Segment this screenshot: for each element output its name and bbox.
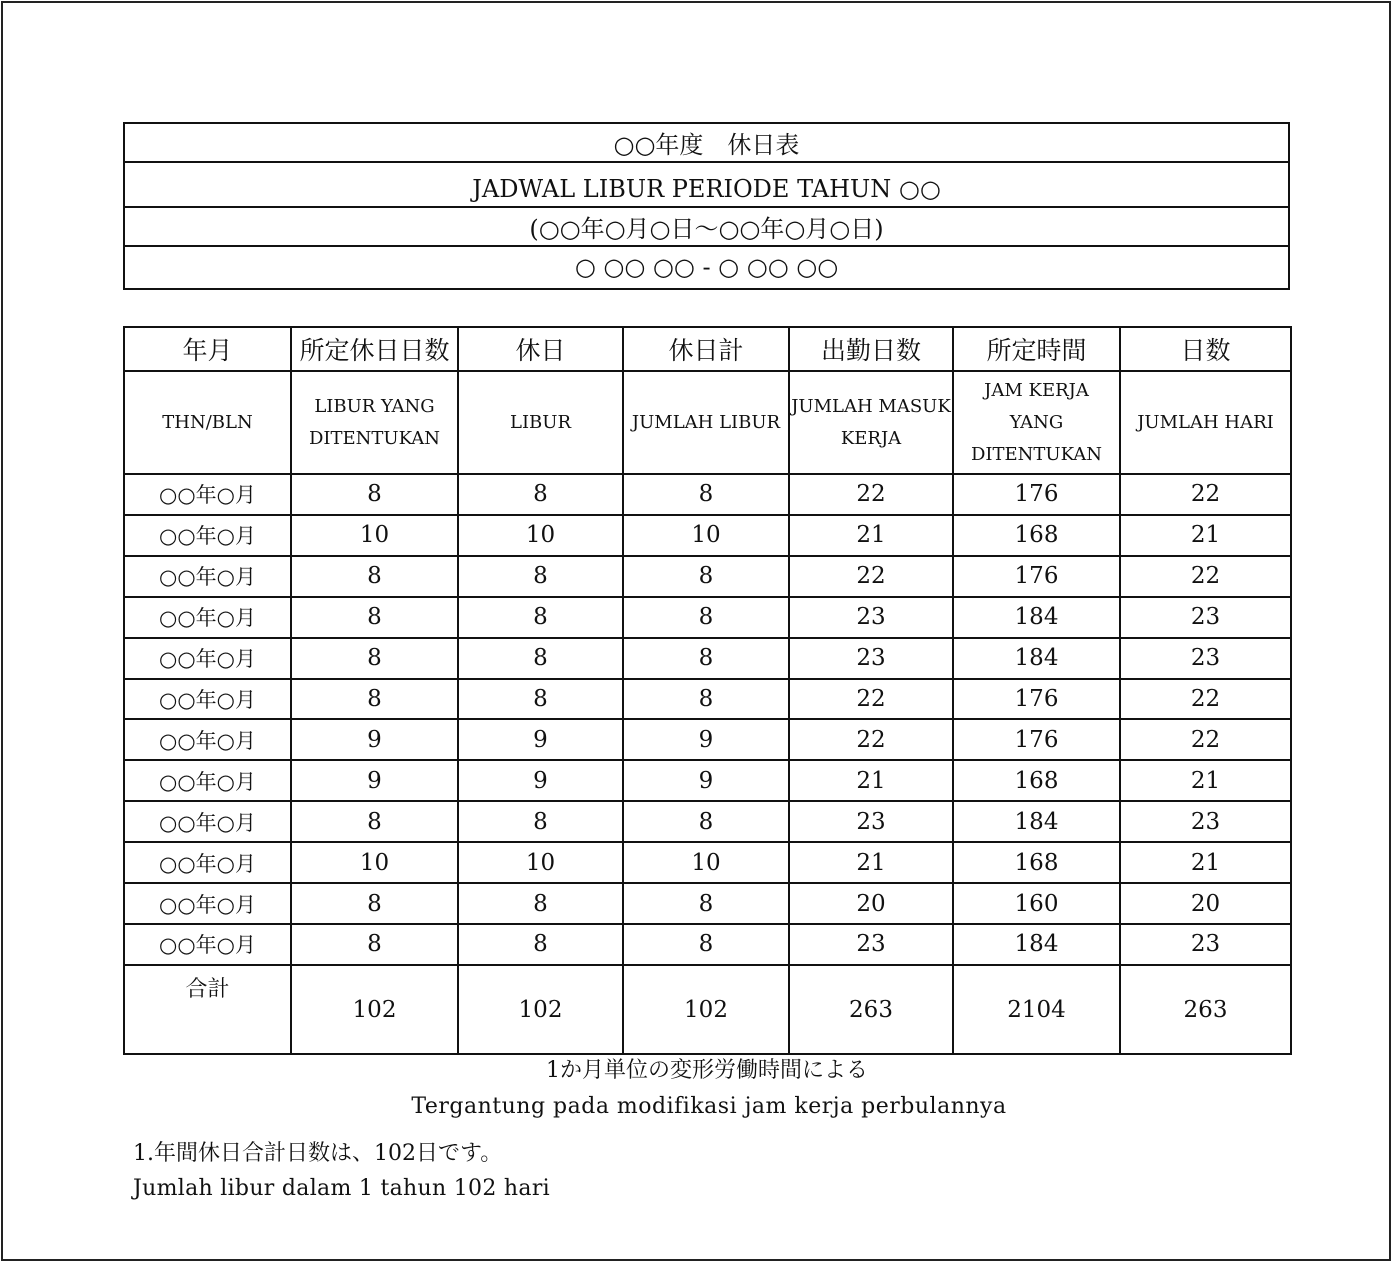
value-cell: 8 [291,924,458,965]
month-cell: ○○年○月 [124,597,291,638]
value-cell: 8 [458,638,623,679]
value-cell: 22 [789,556,953,597]
month-cell: ○○年○月 [124,883,291,924]
value-cell: 8 [623,597,789,638]
value-cell: 9 [623,719,789,760]
column-header-id [789,371,953,474]
header-line: LIBUR [509,411,571,433]
value-cell: 160 [953,883,1120,924]
column-header-jp: 休日 [458,327,623,371]
value-cell: 8 [623,924,789,965]
table-row [124,719,1291,760]
value-cell: 9 [291,760,458,801]
table-row [124,597,1291,638]
value-cell: 23 [789,597,953,638]
table-row [124,679,1291,720]
value-cell: 23 [789,801,953,842]
month-cell: ○○年○月 [124,474,291,515]
title-jp: ○○年度 休日表 [125,124,1288,163]
header-line: YANG [1009,411,1064,433]
value-cell: 9 [458,719,623,760]
value-cell: 20 [789,883,953,924]
value-cell: 8 [458,801,623,842]
value-cell: 22 [789,679,953,720]
month-cell: ○○年○月 [124,760,291,801]
value-cell: 10 [458,842,623,883]
header-line: DITENTUKAN [970,443,1103,465]
value-cell: 10 [458,515,623,556]
value-cell: 8 [458,679,623,720]
column-header-id [124,371,291,474]
value-cell: 21 [789,760,953,801]
header-row-id [124,371,1291,474]
value-cell: 8 [623,801,789,842]
value-cell: 8 [623,638,789,679]
column-header-id [623,371,789,474]
total-cell: 102 [291,965,458,1054]
total-cell: 102 [623,965,789,1054]
value-cell: 22 [789,719,953,760]
month-cell: ○○年○月 [124,924,291,965]
table-row [124,556,1291,597]
value-cell: 10 [291,515,458,556]
value-cell: 8 [458,883,623,924]
table-row [124,924,1291,965]
month-cell: ○○年○月 [124,719,291,760]
month-cell: ○○年○月 [124,638,291,679]
total-label: 合計 [124,965,291,1054]
total-row [124,965,1291,1054]
value-cell: 8 [291,556,458,597]
table-row [124,474,1291,515]
month-cell: ○○年○月 [124,679,291,720]
value-cell: 22 [1120,679,1291,720]
note-modified-hours-id: Tergantung pada modifikasi jam kerja perbulannya [411,1094,1007,1119]
column-header-jp: 所定時間 [953,327,1120,371]
value-cell: 9 [623,760,789,801]
value-cell: 8 [458,924,623,965]
value-cell: 168 [953,515,1120,556]
value-cell: 8 [291,474,458,515]
value-cell: 22 [1120,556,1291,597]
header-line: THN/BLN [162,411,253,433]
period-jp: (○○年○月○日〜○○年○月○日) [125,208,1288,247]
value-cell: 168 [953,760,1120,801]
header-line: LIBUR YANG [314,395,435,417]
value-cell: 23 [789,638,953,679]
value-cell: 8 [291,597,458,638]
header-line: JUMLAH LIBUR [631,411,781,433]
total-cell: 263 [789,965,953,1054]
value-cell: 23 [1120,801,1291,842]
table-row [124,638,1291,679]
total-cell: 2104 [953,965,1120,1054]
total-cell: 102 [458,965,623,1054]
value-cell: 184 [953,924,1120,965]
value-cell: 9 [291,719,458,760]
table-body [124,474,1291,965]
value-cell: 22 [1120,719,1291,760]
column-header-jp: 日数 [1120,327,1291,371]
month-cell: ○○年○月 [124,842,291,883]
table-row [124,801,1291,842]
value-cell: 10 [623,842,789,883]
column-header-id [291,371,458,474]
value-cell: 8 [291,883,458,924]
document-header [123,122,1290,290]
value-cell: 184 [953,597,1120,638]
column-header-jp: 出勤日数 [789,327,953,371]
value-cell: 176 [953,679,1120,720]
note-annual-holidays-jp: 1.年間休日合計日数は、102日です。 [133,1141,503,1166]
column-header-id [953,371,1120,474]
column-header-jp: 年月 [124,327,291,371]
value-cell: 21 [789,515,953,556]
column-header-jp: 休日計 [623,327,789,371]
value-cell: 184 [953,638,1120,679]
header-line: KERJA [840,427,902,449]
value-cell: 23 [1120,597,1291,638]
header-row-jp [124,327,1291,371]
month-cell: ○○年○月 [124,515,291,556]
header-line: JAM KERJA [984,379,1089,401]
column-header-id [1120,371,1291,474]
month-cell: ○○年○月 [124,801,291,842]
title-id: JADWAL LIBUR PERIODE TAHUN ○○ [125,163,1288,208]
column-header-jp: 所定休日日数 [291,327,458,371]
table-row [124,515,1291,556]
value-cell: 176 [953,719,1120,760]
value-cell: 23 [789,924,953,965]
value-cell: 8 [623,883,789,924]
value-cell: 9 [458,760,623,801]
header-line: JUMLAH MASUK [791,395,951,417]
value-cell: 168 [953,842,1120,883]
value-cell: 176 [953,556,1120,597]
value-cell: 20 [1120,883,1291,924]
note-modified-hours-jp: 1か月単位の変形労働時間による [546,1058,868,1083]
period-id: ○ ○○ ○○ - ○ ○○ ○○ [574,253,839,281]
value-cell: 21 [1120,515,1291,556]
table-row [124,760,1291,801]
value-cell: 22 [789,474,953,515]
holiday-table [123,326,1292,1055]
table-row [124,842,1291,883]
month-cell: ○○年○月 [124,556,291,597]
header-line: DITENTUKAN [308,427,441,449]
value-cell: 8 [623,679,789,720]
value-cell: 10 [291,842,458,883]
note-annual-holidays-id: Jumlah libur dalam 1 tahun 102 hari [133,1176,550,1201]
value-cell: 23 [1120,924,1291,965]
value-cell: 8 [291,638,458,679]
value-cell: 23 [1120,638,1291,679]
value-cell: 8 [458,556,623,597]
value-cell: 184 [953,801,1120,842]
value-cell: 21 [1120,760,1291,801]
value-cell: 21 [1120,842,1291,883]
column-header-id [458,371,623,474]
value-cell: 8 [458,597,623,638]
table-row [124,883,1291,924]
value-cell: 8 [291,679,458,720]
value-cell: 22 [1120,474,1291,515]
value-cell: 8 [623,556,789,597]
value-cell: 10 [623,515,789,556]
value-cell: 8 [291,801,458,842]
value-cell: 8 [458,474,623,515]
total-cell: 263 [1120,965,1291,1054]
value-cell: 8 [623,474,789,515]
header-line: JUMLAH HARI [1137,411,1274,433]
value-cell: 21 [789,842,953,883]
value-cell: 176 [953,474,1120,515]
